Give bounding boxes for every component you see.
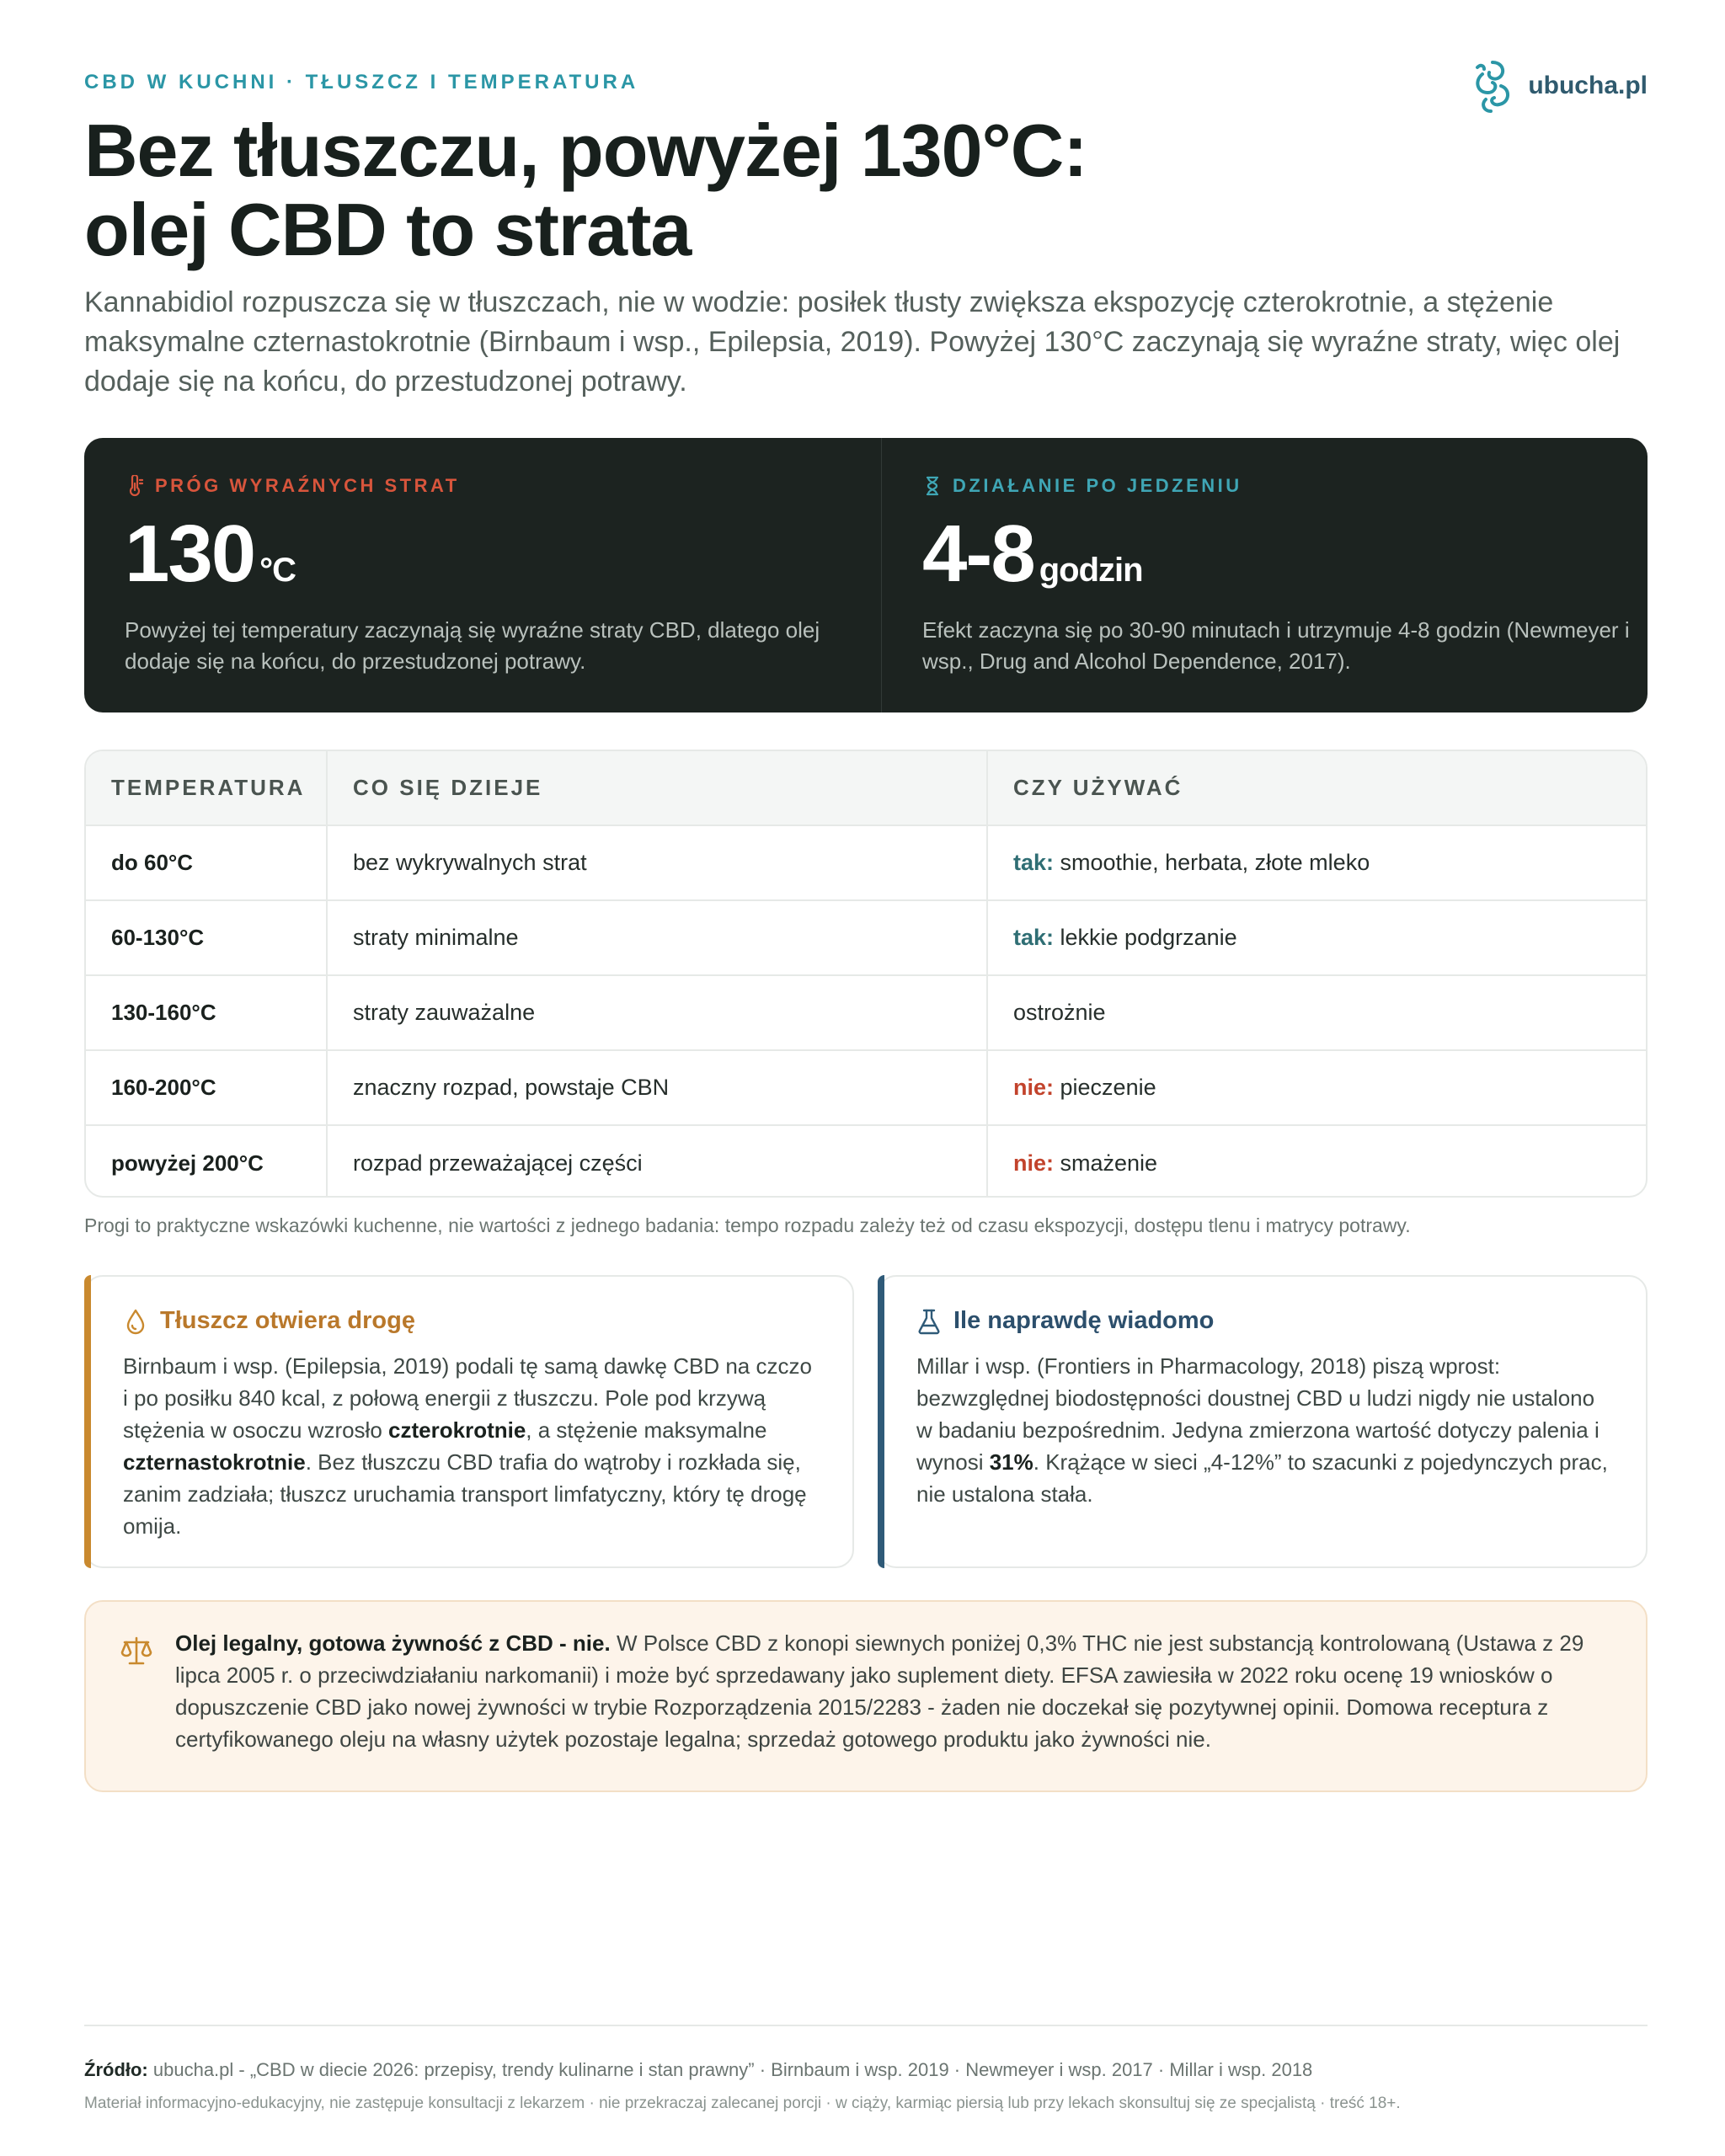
card-title	[916, 1307, 1612, 1335]
cell-use	[987, 900, 1646, 975]
stat-temperature-threshold	[84, 438, 881, 712]
lead-paragraph: Kannabidiol rozpuszcza się w tłuszczach, nie w wodzie: posiłek tłusty zwiększa ekspozycję czterokrotnie, a stężenie maksymalne czternastokrotnie (Birnbaum i wsp., Epilepsia, 2019). Powyżej 130°C zaczynają się wyraźne straty, więc olej dodaje się na końcu, do przestudzonej potrawy.	[84, 286, 1621, 398]
source-text: ubucha.pl - „CBD w diecie 2026: przepisy, trendy kulinarne i stan prawny” · Birnbaum i wsp. 2019 · Newmeyer i wsp. 2017 · Millar i wsp. 2018	[147, 2059, 1313, 2080]
cell-what-happens: rozpad przeważającej części	[327, 1125, 987, 1198]
table-row	[86, 900, 1646, 975]
kicker: CBD W KUCHNI · TŁUSZCZ I TEMPERATURA	[84, 71, 639, 93]
table-row	[86, 975, 1646, 1050]
title-line-1: Bez tłuszczu, powyżej 130°C:	[84, 109, 1087, 192]
footer-source	[84, 2059, 1312, 2081]
card-fat-opens-the-way	[84, 1275, 854, 1568]
verdict-no: nie:	[1013, 1150, 1055, 1176]
cell-what-happens: straty minimalne	[327, 900, 987, 975]
stat-number: 130	[125, 509, 255, 599]
page-title	[84, 111, 1087, 270]
source-label: Źródło:	[84, 2059, 148, 2080]
cell-what-happens: znaczny rozpad, powstaje CBN	[327, 1050, 987, 1125]
card-title	[123, 1307, 819, 1335]
legal-text	[175, 1627, 1604, 1755]
cell-what-happens: bez wykrywalnych strat	[327, 825, 987, 900]
card-title-text: Tłuszcz otwiera drogę	[160, 1307, 415, 1334]
cell-temperature: 60-130°C	[86, 900, 327, 975]
stat-description: Powyżej tej temperatury zaczynają się wyraźne straty CBD, dlatego olej dodaje się na końcu, do przestudzonej potrawy.	[125, 617, 820, 674]
card-emphasis: czternastokrotnie	[123, 1449, 306, 1475]
column-header-what-happens: CO SIĘ DZIEJE	[327, 751, 987, 825]
card-body	[123, 1350, 819, 1542]
use-text: lekkie podgrzanie	[1054, 925, 1237, 950]
stat-unit: °C	[259, 552, 296, 589]
column-header-temperature: TEMPERATURA	[86, 751, 327, 825]
table-row	[86, 825, 1646, 900]
verdict-yes: tak:	[1013, 850, 1055, 875]
logo-mark-icon	[1469, 56, 1516, 116]
stats-panel	[84, 438, 1648, 712]
stat-label-text: DZIAŁANIE PO JEDZENIU	[953, 475, 1242, 496]
use-text: pieczenie	[1054, 1075, 1156, 1100]
cell-use	[987, 1125, 1646, 1198]
use-text: smoothie, herbata, złote mleko	[1054, 850, 1370, 875]
flask-icon	[916, 1308, 942, 1335]
legal-notice	[84, 1600, 1648, 1792]
cell-temperature: 160-200°C	[86, 1050, 327, 1125]
stat-value	[125, 509, 841, 599]
footer-divider	[84, 2025, 1648, 2026]
stat-effect-duration	[881, 438, 1679, 712]
card-text: Millar i wsp. (Frontiers in Pharmacology, 2018) piszą wprost: bezwzględnej biodostępności doustnej CBD u ludzi nigdy nie ustalono w badaniu bezpośrednim. Jedyna zmierzona wartość dotyczy palenia i wynosi	[916, 1353, 1599, 1475]
table-note: Progi to praktyczne wskazówki kuchenne, nie wartości z jednego badania: tempo rozpadu zależy też od czasu ekspozycji, dostępu tlenu i matrycy potrawy.	[84, 1214, 1411, 1236]
title-line-2: olej CBD to strata	[84, 188, 692, 271]
stat-label	[125, 475, 841, 497]
logo[interactable]	[1469, 56, 1648, 116]
card-title-text: Ile naprawdę wiadomo	[953, 1307, 1215, 1334]
stat-value	[922, 509, 1638, 599]
legal-headline: Olej legalny, gotowa żywność z CBD - nie.	[175, 1630, 611, 1656]
card-what-is-known	[878, 1275, 1648, 1568]
stat-label	[922, 475, 1638, 497]
table-row	[86, 1050, 1646, 1125]
drop-icon	[123, 1308, 148, 1335]
verdict-yes: tak:	[1013, 925, 1055, 950]
card-text: . Krążące w sieci „4-12%” to szacunki z pojedynczych prac, nie ustalona stała.	[916, 1449, 1608, 1507]
cell-use	[987, 975, 1646, 1050]
cell-temperature: do 60°C	[111, 850, 194, 875]
cell-use	[987, 825, 1646, 900]
card-text: , a stężenie maksymalne	[526, 1417, 767, 1443]
stat-number: 4-8	[922, 509, 1034, 599]
cell-what-happens: straty zauważalne	[327, 975, 987, 1050]
legal-body: W Polsce CBD z konopi siewnych poniżej 0,3% THC nie jest substancją kontrolowaną (Ustawa z 29 lipca 2005 r. o przeciwdziałaniu narkomanii) i może być sprzedawany jako suplement diety. EFSA zawiesiła w 2022 roku ocenę 19 wniosków o dopuszczenie CBD jako nowej żywności w trybie Rozporządzenia 2015/2283 - żaden nie doczekał się pozytywnej opinii. Domowa receptura z certyfikowanego oleju na własny użytek pozostaje legalna; sprzedaż gotowego produktu jako żywności nie.	[175, 1630, 1584, 1752]
card-text: . Bez tłuszczu CBD trafia do wątroby i rozkłada się, zanim zadziała; tłuszcz uruchamia transport limfatyczny, który tę drogę omija.	[123, 1449, 807, 1539]
cell-temperature: 130-160°C	[86, 975, 327, 1050]
footer-disclaimer: Materiał informacyjno-edukacyjny, nie zastępuje konsultacji z lekarzem · nie przekraczaj zalecanej porcji · w ciąży, karmiąc piersią lub przy lekach skonsultuj się ze specjalistą · treść 18+.	[84, 2095, 1401, 2112]
use-text: smażenie	[1054, 1150, 1158, 1176]
logo-text: ubucha.pl	[1528, 72, 1648, 99]
card-emphasis: czterokrotnie	[388, 1417, 526, 1443]
use-text: ostrożnie	[1013, 1000, 1106, 1025]
thermometer-icon	[125, 475, 145, 497]
cell-temperature: powyżej 200°C	[86, 1125, 327, 1198]
stat-description: Efekt zaczyna się po 30-90 minutach i utrzymuje 4-8 godzin (Newmeyer i wsp., Drug and Alcohol Dependence, 2017).	[922, 617, 1630, 674]
column-header-use: CZY UŻYWAĆ	[987, 751, 1646, 825]
stat-unit: godzin	[1039, 552, 1143, 589]
temperature-table	[84, 750, 1648, 1198]
card-text: Birnbaum i wsp. (Epilepsia, 2019) podali tę samą dawkę CBD na czczo i po posiłku 840 kcal, z połową energii z tłuszczu. Pole pod krzywą stężenia w osoczu wzrosło	[123, 1353, 812, 1443]
infographic-page	[84, 0, 1648, 2156]
card-emphasis: 31%	[989, 1449, 1033, 1475]
scales-icon	[120, 1634, 153, 1668]
table-row	[86, 1125, 1646, 1198]
stat-label-text: PRÓG WYRAŹNYCH STRAT	[155, 475, 460, 496]
cell-use	[987, 1050, 1646, 1125]
table-header-row	[86, 751, 1646, 825]
verdict-no: nie:	[1013, 1075, 1055, 1100]
card-body	[916, 1350, 1612, 1510]
hourglass-icon	[922, 475, 943, 497]
